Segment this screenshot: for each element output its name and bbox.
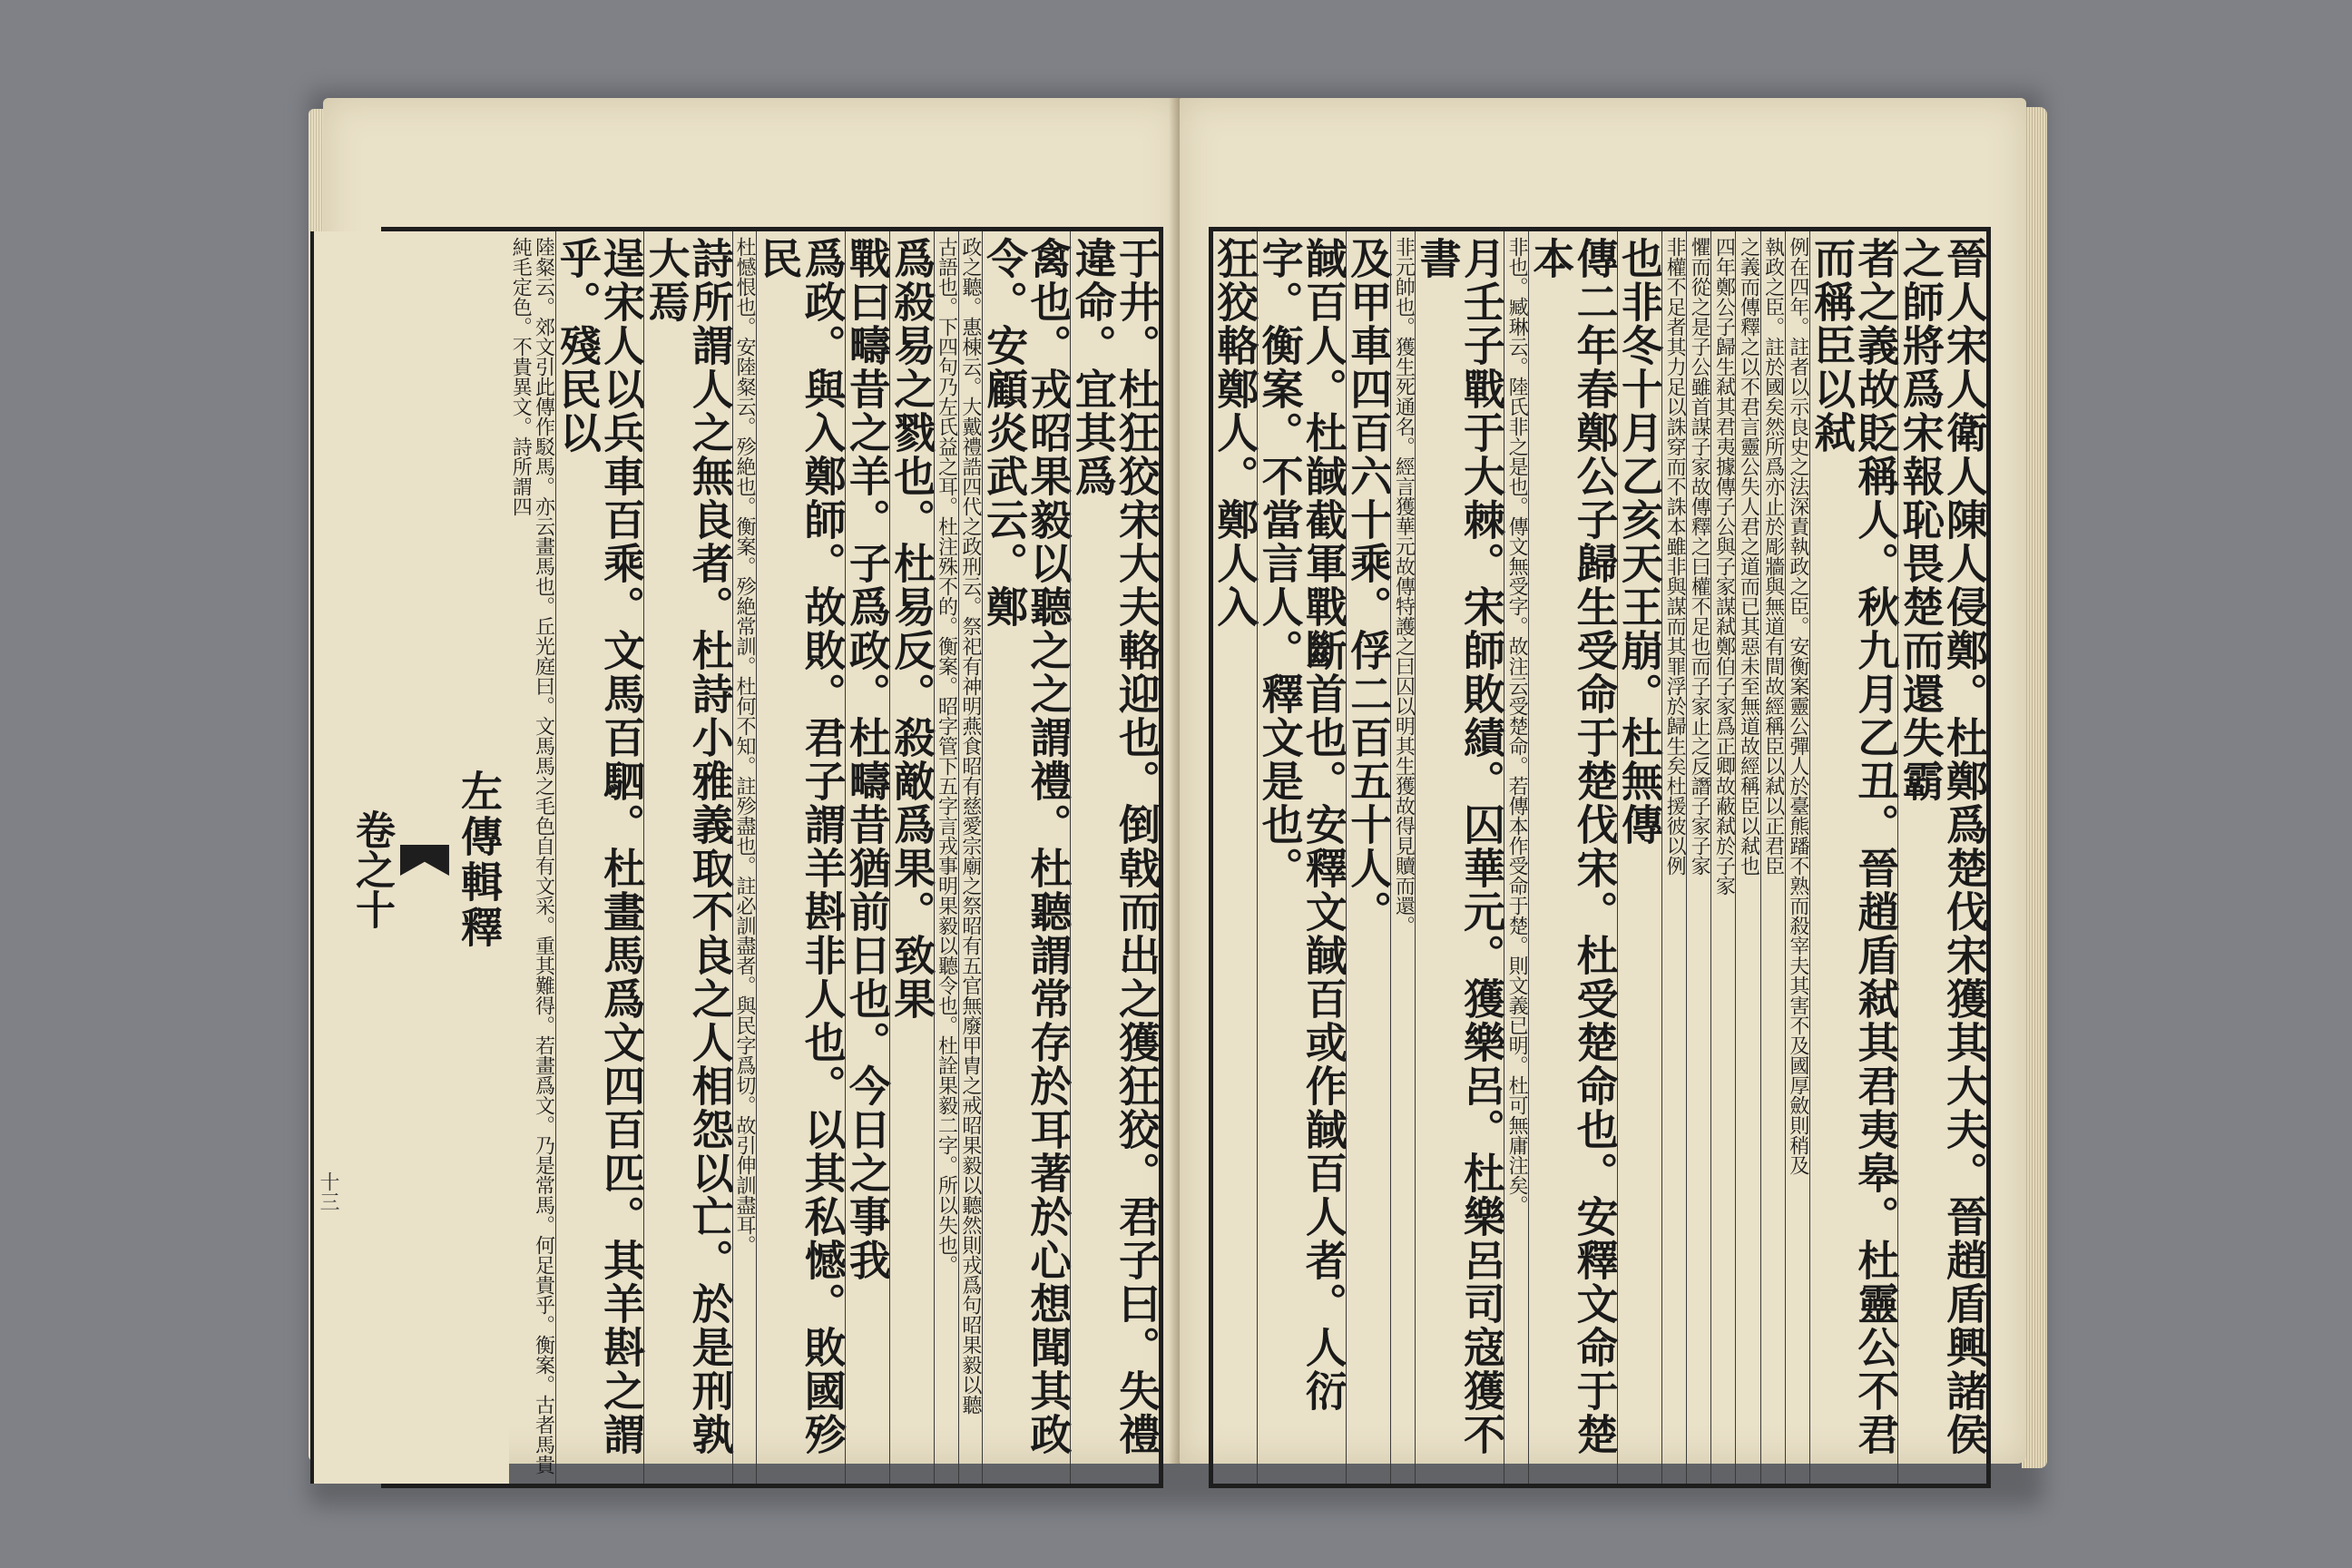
right-page: [1180, 98, 2026, 1464]
left-text-column: 古語也。下四句乃左氏益之耳。杜注殊不的。衡案。昭字管下五字言戎事明果毅以聽令也。杜詮果毅二字。所以失也。: [934, 231, 957, 1484]
right-text-column: 之義而傳釋之以不君言靈公失人君之道而已其惡未至無道故經稱臣以弒也: [1735, 231, 1759, 1484]
right-text-column: 懼而從之是子公雖首謀子家故傳釋之曰權不足也而子家止之反譖子家子家: [1686, 231, 1710, 1484]
left-text-column: 詩所謂人之無良者。杜詩小雅義取不良之人相怨以亡。於是刑孰大焉: [643, 231, 732, 1484]
right-page-columns: [1210, 231, 1989, 1484]
right-text-column: 傳二年春鄭公子歸生受命于楚伐宋。杜受楚命也。安釋文命于楚本: [1528, 231, 1617, 1484]
right-text-column: 狂狡輅鄭人。鄭人入: [1210, 237, 1260, 629]
right-text-column: 非權不足者其力足以誅穿而不誅本雖非與謀而其罪浮於歸生矣杜援彼以例: [1661, 231, 1686, 1484]
left-text-column: 戰曰疇昔之羊。子爲政。杜疇昔猶前日也。今日之事我: [845, 231, 889, 1484]
left-text-column: 禽也。戎昭果毅以聽之之謂禮。杜聽謂常存於耳著於心想聞其政令。安顧炎武云。鄭: [982, 231, 1071, 1484]
left-title-strip: [310, 231, 509, 1484]
left-text-column: 逞宋人以兵車百乘。文馬百駟。杜畫馬爲文四百匹。其羊斟之謂乎。殘民以: [555, 231, 644, 1484]
right-text-column: 非也。臧琳云。陸氏非之是也。傳文無受字。故注云受楚命。若傳本作受命于楚。則文義已明。杜可無庸注矣。: [1504, 231, 1528, 1484]
right-text-column: 非元帥也。獲生死通名。經言獲華元故傳特護之曰囚以明其生獲故得見贖而還。: [1390, 231, 1415, 1484]
left-text-column: 陸粲云。郊文引此傳作駁馬。亦云畫馬也。丘光庭曰。文馬馬之毛色自有文采。重其難得。若畫爲文。乃是常馬。何足貴乎。衡案。古者馬貴純毛定色。不貴異文。詩所謂四: [509, 237, 555, 1475]
right-text-column: 月壬子戰于大棘。宋師敗績。囚華元。獲樂呂。杜樂呂司寇獲不書: [1415, 231, 1504, 1484]
right-text-column: 也非冬十月乙亥天王崩。杜無傳: [1617, 231, 1661, 1484]
right-text-column: 執政之臣。註於國矣然所爲亦止於彫牆與無道有間故經稱臣以弒以正君臣: [1760, 231, 1785, 1484]
left-text-column: 爲政。與入鄭師。故敗。君子謂羊斟非人也。以其私憾。敗國殄民: [756, 231, 845, 1484]
left-text-column: 爲殺易之戮也。杜易反。殺敵爲果。致果: [889, 231, 934, 1484]
right-page-frame: [1209, 227, 1991, 1488]
volume-label: 卷之十: [348, 809, 395, 929]
left-page-frame: [316, 227, 1163, 1488]
right-text-column: 者之義故貶稱人。秋九月乙丑。晉趙盾弒其君夷皋。杜靈公不君而稱臣以弒: [1809, 231, 1898, 1484]
page-number: 十三: [316, 1171, 339, 1211]
left-text-column: 政之聽。惠棟云。大戴禮誥四代之政刑云。祭祀有神明燕食昭有慈愛宗廟之祭昭有五官無廢甲胄之戒昭果毅以聽然則戎爲句昭果毅以聽: [958, 231, 982, 1484]
right-text-column: 馘百人。杜馘截軍戰斷首也。安釋文馘百或作馘百人者。人衍字。衡案。不當言人。釋文是也。: [1257, 231, 1346, 1484]
right-text-column: 例在四年。註者以示良史之法深責執政之臣。安衡案靈公彈人於臺熊蹯不熟而殺宰夫其害不及國厚斂則稍及: [1785, 231, 1809, 1484]
book-title: 左傳輯釋: [454, 769, 504, 951]
right-text-column: 晉人宋人衛人陳人侵鄭。杜鄭爲楚伐宋獲其大夫。晉趙盾興諸侯之師將爲宋報恥畏楚而還失霸: [1897, 231, 1986, 1484]
left-text-column: 于井。杜狂狡宋大夫輅迎也。倒戟而出之獲狂狡。君子曰。失禮違命。宜其爲: [1070, 231, 1159, 1484]
left-text-column: 杜憾恨也。安陸粲云。殄絶也。衡案。殄絶常訓。杜何不知。註殄盡也。註必訓盡者。與民字爲切。故引伸訓盡耳。: [732, 231, 756, 1484]
left-page: [316, 98, 1181, 1475]
right-text-column: 四年鄭公子歸生弒其君夷據傳子公與子家謀弒鄭伯子家爲正卿故蔽弒於子家: [1710, 231, 1735, 1484]
right-text-column: 及甲車四百六十乘。俘二百五十人。: [1346, 231, 1390, 1484]
fish-tail-mark: [400, 845, 449, 876]
left-page-columns: [316, 231, 1161, 1484]
